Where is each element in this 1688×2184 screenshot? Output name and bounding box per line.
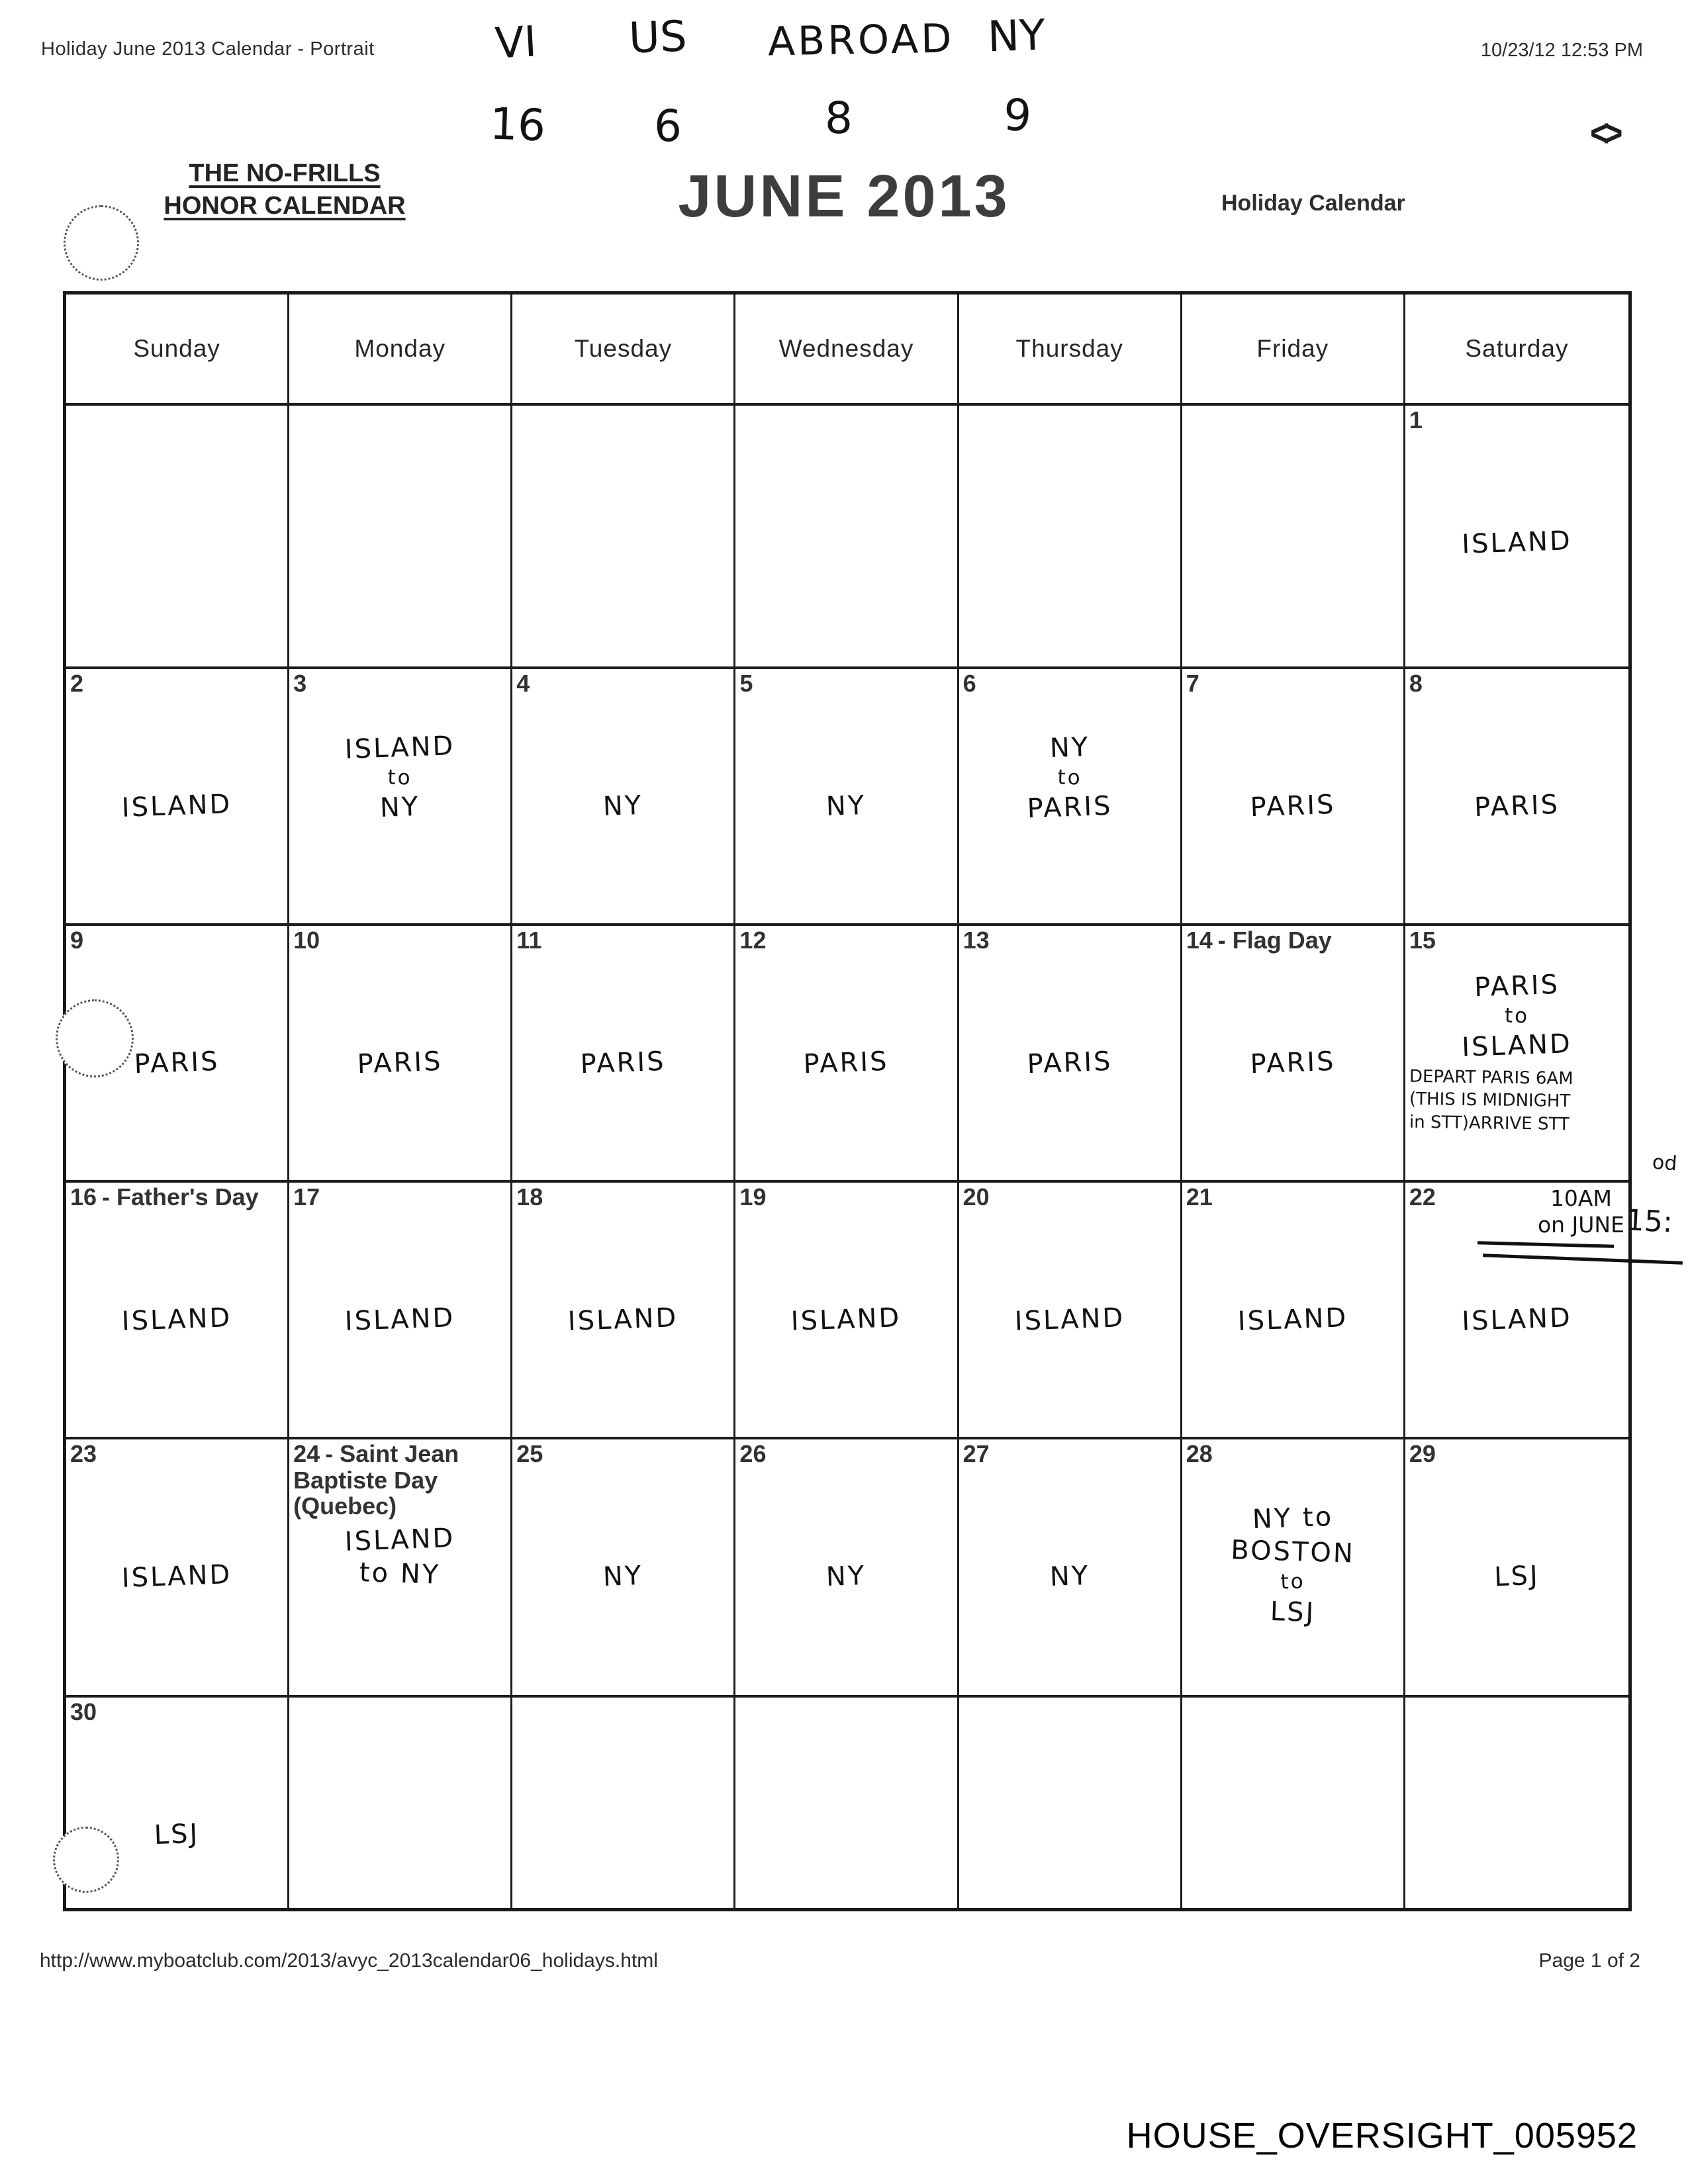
day-cell-6: [959, 669, 1182, 926]
cell-header: [66, 669, 287, 697]
day-number: 15: [1409, 927, 1436, 954]
handwritten-top-note: [1538, 1185, 1624, 1238]
day-number: 30: [70, 1698, 97, 1725]
day-number: 14: [1186, 927, 1213, 954]
day-cell-19: [735, 1183, 959, 1439]
cell-header: [66, 926, 287, 954]
cell-header: [289, 926, 510, 954]
day-cell-4: [512, 669, 735, 926]
diamond-nav-icon: <>: [1590, 111, 1617, 155]
handwritten-entry: to: [387, 765, 413, 790]
handwritten-entry: ISLAND: [1013, 1302, 1125, 1337]
cell-header: [66, 1698, 287, 1725]
handwritten-entry: PARIS: [1249, 1046, 1336, 1079]
cell-header: [1405, 926, 1628, 954]
handwritten-entry: PARIS: [1026, 791, 1113, 825]
handwritten-entries: [512, 790, 733, 823]
handwritten-entries: [1405, 790, 1628, 823]
empty-cell: [289, 406, 512, 669]
cell-header: [959, 926, 1180, 954]
handwritten-entries: [735, 1560, 957, 1594]
day-cell-12: [735, 926, 959, 1183]
day-cell-29: [1405, 1439, 1628, 1698]
handwritten-entry: LSJ: [1269, 1596, 1316, 1628]
cell-header: [735, 1439, 957, 1467]
cell-header: [289, 1439, 510, 1520]
day-header-thursday: Thursday: [959, 295, 1182, 406]
handwritten-entry: LSJ: [1493, 1560, 1540, 1592]
cell-header: [66, 1439, 287, 1467]
empty-cell: [959, 1698, 1182, 1908]
handwritten-entry: ISLAND: [567, 1302, 679, 1337]
handwritten-entry: LSJ: [154, 1818, 201, 1850]
calendar-brand-title: [99, 158, 470, 223]
day-header-monday: Monday: [289, 295, 512, 406]
cell-header: [959, 669, 1180, 697]
handwritten-entries: [66, 1560, 287, 1594]
handwritten-entries: [1405, 970, 1628, 1064]
handwritten-entries: [289, 1524, 510, 1591]
day-cell-15: [1405, 926, 1628, 1183]
day-number: 6: [962, 670, 976, 697]
handwritten-entries: [1182, 790, 1403, 823]
empty-cell: [1405, 1698, 1628, 1908]
hole-punch: [56, 999, 134, 1077]
day-cell-7: [1182, 669, 1405, 926]
day-cell-26: [735, 1439, 959, 1698]
cell-header: [735, 669, 957, 697]
day-number: 2: [70, 670, 84, 697]
handwritten-entry: NY: [825, 1560, 867, 1592]
handwritten-entry: to NY: [359, 1557, 442, 1590]
day-number: 13: [962, 927, 990, 954]
empty-cell: [66, 406, 289, 669]
handwritten-note-line: 10AM: [1550, 1185, 1612, 1211]
empty-cell: [735, 1698, 959, 1908]
handwritten-entry: PARIS: [1474, 789, 1560, 823]
hole-punch: [53, 1827, 119, 1893]
handwritten-entries: [959, 1560, 1180, 1594]
cell-header: [735, 1183, 957, 1210]
document-header-timestamp: 10/23/12 12:53 PM: [1480, 40, 1643, 61]
day-header-sunday: Sunday: [66, 295, 289, 406]
document-header-title: Holiday June 2013 Calendar - Portrait: [41, 38, 375, 60]
day-cell-5: [735, 669, 959, 926]
holiday-label: - Father's Day: [102, 1183, 259, 1210]
handwritten-word: NY: [986, 11, 1047, 62]
cell-header: [1405, 669, 1628, 697]
handwritten-entry: ISLAND: [1461, 525, 1573, 560]
day-number: 12: [739, 927, 767, 954]
day-number: 21: [1186, 1183, 1213, 1210]
handwritten-entry: NY to: [1251, 1501, 1334, 1535]
cell-header: [512, 926, 733, 954]
day-number: 17: [293, 1183, 320, 1210]
day-number: 1: [1409, 406, 1423, 433]
day-number: 19: [739, 1183, 767, 1210]
day-number: 11: [516, 927, 542, 954]
day-cell-16: [66, 1183, 289, 1439]
handwritten-entries: [735, 790, 957, 823]
cell-header: [289, 669, 510, 697]
empty-cell: [1182, 1698, 1405, 1908]
source-url: http://www.myboatclub.com/2013/avyc_2013calendar06_holidays.html: [40, 1950, 658, 1972]
handwritten-entries: [289, 1046, 510, 1080]
handwritten-entry: PARIS: [133, 1046, 220, 1079]
handwritten-entry: NY: [379, 792, 421, 824]
handwritten-entries: [1182, 1303, 1403, 1337]
day-number: 24: [293, 1440, 320, 1467]
handwritten-entries: [959, 1046, 1180, 1080]
handwritten-entry: PARIS: [1474, 969, 1560, 1003]
handwritten-entry: PARIS: [356, 1046, 444, 1079]
handwritten-entries: [1405, 1560, 1628, 1594]
cell-header: [959, 1439, 1180, 1467]
day-number: 7: [1186, 670, 1199, 697]
handwritten-number: 16: [489, 98, 547, 152]
day-cell-3: [289, 669, 512, 926]
day-number: 27: [962, 1440, 990, 1467]
cell-header: [512, 669, 733, 697]
handwritten-number: 6: [654, 101, 682, 152]
handwritten-word: US: [628, 12, 688, 64]
handwritten-entries: [289, 731, 510, 825]
day-cell-27: [959, 1439, 1182, 1698]
handwritten-entry: NY: [825, 790, 867, 822]
cell-header: [1405, 1439, 1628, 1467]
calendar-grid: [63, 291, 1632, 1911]
day-number: 3: [293, 670, 307, 697]
handwritten-entry: NY: [602, 790, 644, 822]
cell-header: [289, 1183, 510, 1210]
day-cell-14: [1182, 926, 1405, 1183]
holiday-label: - Saint Jean Baptiste Day (Quebec): [293, 1440, 459, 1520]
handwritten-entries: [1405, 1303, 1628, 1337]
handwritten-entries: [66, 790, 287, 823]
cell-header: [735, 926, 957, 954]
day-number: 26: [739, 1440, 767, 1467]
day-cell-13: [959, 926, 1182, 1183]
cell-header: [1405, 406, 1628, 433]
handwritten-entry: PARIS: [580, 1046, 667, 1079]
handwritten-entry: BOSTON: [1230, 1535, 1356, 1569]
cell-header: [959, 1183, 1180, 1210]
empty-cell: [735, 406, 959, 669]
month-title: JUNE 2013: [678, 163, 1010, 230]
handwritten-detail-note: [1405, 1068, 1628, 1135]
handwritten-entries: [512, 1560, 733, 1594]
empty-cell: [1182, 406, 1405, 669]
handwritten-entry: NY: [602, 1560, 644, 1592]
handwritten-entries: [1405, 526, 1628, 560]
day-cell-18: [512, 1183, 735, 1439]
handwritten-entry: NY: [1049, 731, 1090, 764]
day-number: 22: [1409, 1183, 1436, 1210]
day-number: 23: [70, 1440, 97, 1467]
day-cell-25: [512, 1439, 735, 1698]
day-number: 10: [293, 927, 320, 954]
handwritten-entry: ISLAND: [121, 1559, 233, 1594]
cell-header: [1182, 669, 1403, 697]
handwritten-entries: [959, 1303, 1180, 1337]
cell-header: [1182, 1183, 1403, 1210]
handwritten-entries: [1182, 1046, 1403, 1080]
day-number: 20: [962, 1183, 990, 1210]
handwritten-note-line: DEPART PARIS 6AM: [1409, 1066, 1573, 1089]
cell-header: [1182, 926, 1403, 954]
day-number: 16: [70, 1183, 97, 1210]
handwritten-entry: ISLAND: [121, 1302, 233, 1337]
cell-header: [1182, 1439, 1403, 1467]
day-cell-24: [289, 1439, 512, 1698]
cell-header: [512, 1439, 733, 1467]
day-number: 5: [739, 670, 753, 697]
handwritten-entries: [512, 1046, 733, 1080]
day-number: 9: [70, 927, 84, 954]
handwritten-entry: to: [1504, 1003, 1530, 1028]
handwritten-entries: [959, 731, 1180, 825]
handwritten-entries: [512, 1303, 733, 1337]
calendar-type-label: Holiday Calendar: [1221, 191, 1405, 216]
handwritten-entry: PARIS: [1026, 1046, 1113, 1079]
handwritten-entries: [66, 1303, 287, 1337]
day-cell-23: [66, 1439, 289, 1698]
handwritten-note-line: on JUNE: [1537, 1211, 1624, 1238]
handwritten-entries: [1182, 1502, 1403, 1629]
handwritten-entry: ISLAND: [344, 1522, 456, 1557]
handwritten-entry: ISLAND: [1461, 1028, 1573, 1064]
holiday-label: - Flag Day: [1217, 927, 1332, 954]
brand-line-2: HONOR CALENDAR: [164, 192, 406, 220]
day-number: 28: [1186, 1440, 1213, 1467]
empty-cell: [959, 406, 1182, 669]
day-header-saturday: Saturday: [1405, 295, 1628, 406]
empty-cell: [512, 406, 735, 669]
handwritten-number: 9: [1002, 89, 1033, 142]
day-cell-22: [1405, 1183, 1628, 1439]
handwritten-entry: ISLAND: [1461, 1302, 1573, 1337]
handwritten-entry: ISLAND: [344, 730, 456, 765]
handwritten-entry: ISLAND: [121, 788, 233, 823]
day-cell-28: [1182, 1439, 1405, 1698]
day-cell-10: [289, 926, 512, 1183]
handwritten-entries: [735, 1046, 957, 1080]
handwritten-entry: ISLAND: [344, 1302, 456, 1337]
bates-stamp: HOUSE_OVERSIGHT_005952: [1126, 2116, 1638, 2156]
handwritten-overflow-day15: od: [1651, 1150, 1678, 1176]
cell-header: [512, 1183, 733, 1210]
empty-cell: [512, 1698, 735, 1908]
day-number: 25: [516, 1440, 543, 1467]
handwritten-entries: [289, 1303, 510, 1337]
day-header-tuesday: Tuesday: [512, 295, 735, 406]
day-cell-1: [1405, 406, 1628, 669]
handwritten-entry: to: [1056, 765, 1082, 790]
handwritten-note-line: (THIS IS MIDNIGHT: [1409, 1089, 1571, 1112]
day-cell-11: [512, 926, 735, 1183]
empty-cell: [289, 1698, 512, 1908]
brand-line-1: THE NO-FRILLS: [189, 159, 381, 187]
day-number: 18: [516, 1183, 543, 1210]
handwritten-entry: ISLAND: [790, 1302, 902, 1337]
day-header-friday: Friday: [1182, 295, 1405, 406]
day-cell-8: [1405, 669, 1628, 926]
handwritten-note-line: in STT)ARRIVE STT: [1409, 1112, 1570, 1134]
day-cell-20: [959, 1183, 1182, 1439]
page-indicator: Page 1 of 2: [1538, 1950, 1640, 1972]
handwritten-entry: PARIS: [1249, 789, 1336, 823]
day-cell-17: [289, 1183, 512, 1439]
handwritten-overflow-day22: 15:: [1624, 1203, 1674, 1240]
handwritten-number: 8: [825, 93, 853, 144]
hole-punch: [64, 205, 139, 281]
handwritten-word: ABROAD: [767, 15, 955, 66]
handwritten-entry: ISLAND: [1237, 1302, 1348, 1337]
day-header-wednesday: Wednesday: [735, 295, 959, 406]
handwritten-entry: to: [1280, 1569, 1305, 1594]
day-cell-2: [66, 669, 289, 926]
handwritten-entry: PARIS: [803, 1046, 890, 1079]
handwritten-entries: [735, 1303, 957, 1337]
handwritten-entry: NY: [1049, 1560, 1090, 1592]
cell-header: [66, 1183, 287, 1210]
day-number: 4: [516, 670, 530, 697]
day-number: 29: [1409, 1440, 1436, 1467]
day-cell-21: [1182, 1183, 1405, 1439]
day-number: 8: [1409, 670, 1423, 697]
handwritten-word: VI: [494, 17, 538, 69]
